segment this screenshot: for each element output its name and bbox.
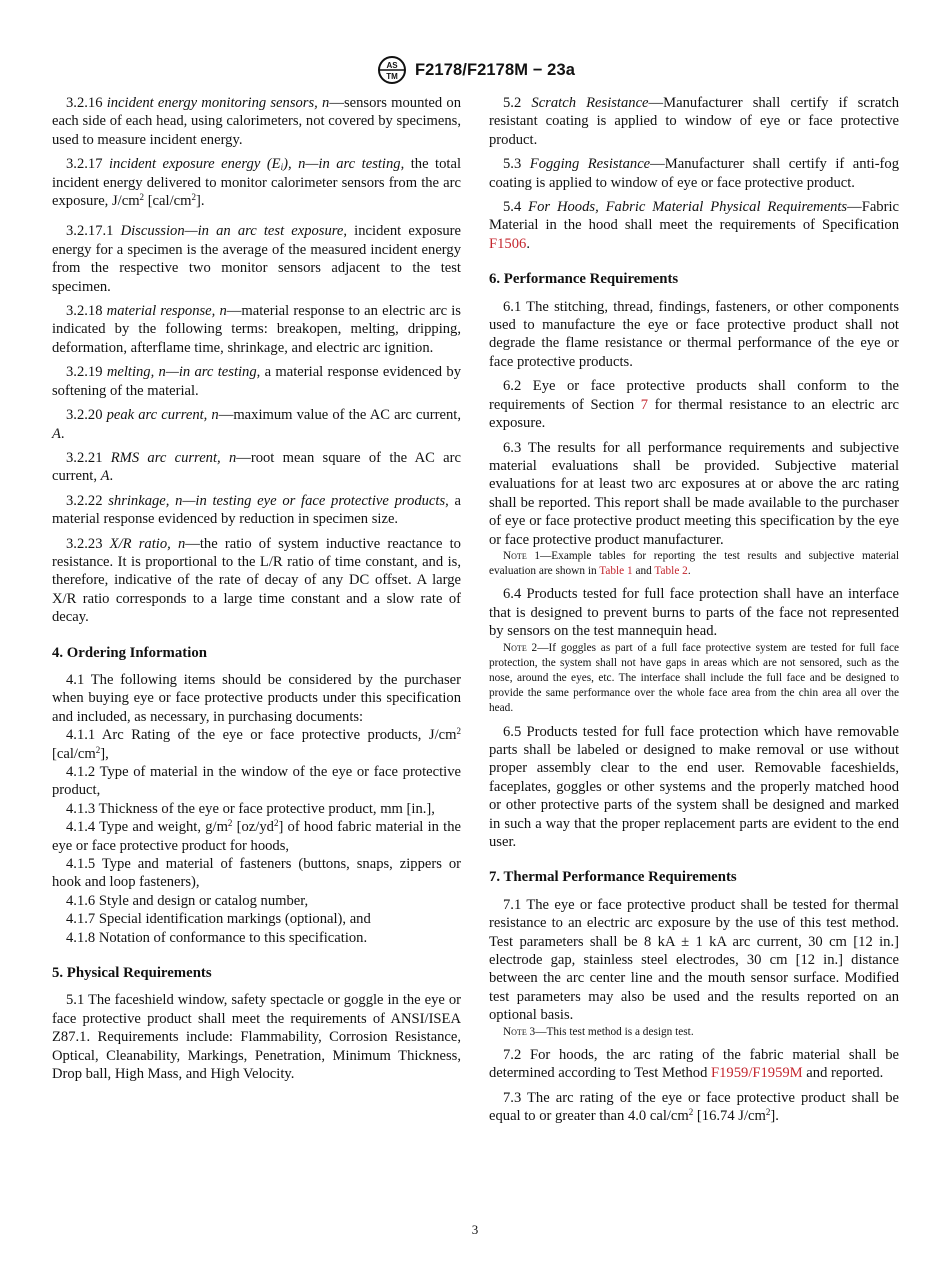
astm-logo-icon (375, 55, 409, 85)
section-7-3: 7.3 The arc rating of the eye or face protective product shall be equal to or greater than 4.0 cal/$cm^2$ [16.74 $J/cm^2$]. (489, 1089, 899, 1125)
section-6-4: 6.4 Products tested for full face protection shall have an interface that is designed to prevent burns to parts of the face not represented by sensors on the test mannequin head. (489, 586, 899, 640)
section-5-3: 5.3 Fogging Resistance—Manufacturer shall certify if anti-fog coating is applied to window of eye or face protective product. (489, 156, 900, 191)
section-6-3: 6.3 The results for all performance requirements and subjective material evaluations shall be provided. Subjective material evaluations for at least two arc exposures at or above the arc rating shall be reported. This report shall be made available to the purchaser of eye or face protective product meeting this specification by the eye or face protective product manufacturer. (489, 439, 899, 548)
note-3: Note 3—This test method is a design test. (503, 1025, 694, 1038)
section-4-1-8: 4.1.8 Notation of conformance to this specification. (66, 929, 368, 946)
section-3-2-16: 3.2.16 incident energy monitoring sensors, n—sensors mounted on each side of each head, using calorimeters, not covered by specimens, used to measure incident energy. (52, 95, 461, 148)
note-1: Note 1—Example tables for reporting the test results and subjective material evaluation are shown in Table 1 and Table 2. (489, 549, 899, 578)
section-4-1-6: 4.1.6 Style and design or catalog number, (66, 892, 309, 909)
section-7-2: 7.2 For hoods, the arc rating of the fabric material shall be determined according to Test Method F1959/F1959M and reported. (489, 1046, 899, 1082)
section-3-2-21: 3.2.21 RMS arc current, n—root mean square of the AC arc current, A. (52, 449, 461, 485)
section-3-2-20: 3.2.20 peak arc current, n—maximum value of the AC arc current, A. (52, 407, 461, 442)
link-f1506[interactable]: F1506 (489, 235, 527, 252)
section-6-2: 6.2 Eye or face protective products shall conform to the requirements of Section 7 for thermal resistance to an electric arc exposure. (489, 378, 899, 432)
section-7-1: 7.1 The eye or face protective product shall be tested for thermal resistance to an electric arc exposure by the use of this test method. Test parameters shall be 8 kA ± 1 kA arc current, 30 cm [12 in.] electrode gap, stainless steel electrodes, 30 cm [12 in.] distance between the arc center line and the mouth sensor surface. Modified test parameters may also be used and the results reported on an optional basis. (489, 896, 899, 1024)
svg-text:TM: TM (386, 72, 398, 81)
section-3-2-18: 3.2.18 material response, n—material response to an electric arc is indicated by the following terms: breakopen, melting, dripping, deformation, afterflame time, shrinkage, and electric arc ignition. (52, 303, 461, 356)
svg-text:AS: AS (386, 61, 398, 70)
right-column (489, 94, 899, 1132)
page-number: 3 (471, 1222, 479, 1237)
section-4-1: 4.1 The following items should be considered by the purchaser when buying eye or face protective products under this specification and included, as necessary, in purchasing documents: (52, 671, 461, 725)
section-3-2-17-1: 3.2.17.1 Discussion—in an arc test exposure, incident exposure energy for a specimen is the average of the measured incident energy from the respective two monitor sensors adjacent to the test specimen. (52, 223, 462, 295)
section-4-1-1: 4.1.1 Arc Rating of the eye or face protective products, $J/cm^2$ $[cal/cm^2]$, (52, 726, 461, 762)
section-4-1-2: 4.1.2 Type of material in the window of the eye or face protective product, (52, 764, 461, 799)
section-3-2-23: 3.2.23 X/R ratio, n—the ratio of system inductive reactance to resistance. It is proportional to the L/R ratio of time constant, and is, therefore, indicative of the rate of decay of any DC offset. A large X/R ratio corresponds to a large time constant and a slow rate of decay. (52, 535, 461, 626)
section-4-1-3: 4.1.3 Thickness of the eye or face protective product, mm [in.], (66, 800, 435, 817)
link-table-1[interactable]: Table 1 (599, 565, 633, 578)
section-6-1: 6.1 The stitching, thread, findings, fasteners, or other components used to manufacture the eye or face protective product shall not degrade the flame resistance or thermal performance of the eye or face protective products. (489, 298, 899, 370)
section-3-2-22: 3.2.22 shrinkage, n—in testing eye or face protective products, a material response evidenced by reduction in specimen size. (52, 492, 461, 528)
heading-ordering-information: 4. Ordering Information (52, 644, 207, 661)
section-4-1-4: 4.1.4 Type and weight, $g/m^2$ $[oz/yd^2]$ of hood fabric material in the eye or face protective product for hoods, (52, 818, 461, 854)
section-5-2: 5.2 Scratch Resistance—Manufacturer shall certify if scratch resistant coating is applied to window of eye or face protective product. (489, 95, 900, 148)
heading-performance-requirements: 6. Performance Requirements (489, 271, 679, 288)
section-4-1-7: 4.1.7 Special identification markings (optional), and (66, 911, 371, 928)
link-section-7[interactable]: 7 (640, 396, 649, 413)
note-2: Note 2—If goggles as part of a full face protective system are tested for full face protection, the system shall not have gaps in areas which are not sensored, such as the nose, around the eyes, etc. The interface shall include the full face and be designed to provide the same performance over the whole face area from the chin area all over the head. (489, 641, 899, 715)
section-3-2-19: 3.2.19 melting, n—in arc testing, a material response evidenced by softening of the material. (52, 364, 461, 399)
section-6-5: 6.5 Products tested for full face protection which have removable parts shall be labeled or designed to make removal or use without proper assembly clear to the end user. Removable faceshields, faceplates, goggles or other systems and the properly matched hood or other protective parts of the system shall be designed and marked in such a way that the proper replacement parts are evident to the end user. (489, 723, 899, 851)
section-5-4: 5.4 For Hoods, Fabric Material Physical Requirements—Fabric Material in the hood shall meet the requirements of Specification F1506. (489, 199, 899, 252)
link-table-2[interactable]: Table 2 (654, 565, 688, 578)
document-designation: F2178/F2178M − 23a (414, 60, 576, 79)
section-3-2-17: 3.2.17 incident exposure energy $(E_i)$, n—in arc testing, the total incident energy delivered to monitor calorimeter sensors from the arc exposure, $J/cm^2$ $[cal/cm^2]$. (52, 156, 461, 210)
left-column (52, 94, 461, 1090)
heading-physical-requirements: 5. Physical Requirements (52, 965, 212, 982)
heading-thermal-performance-requirements: 7. Thermal Performance Requirements (489, 869, 737, 886)
section-4-1-5: 4.1.5 Type and material of fasteners (buttons, snaps, zippers or hook and loop fasteners), (52, 856, 461, 891)
link-f1959[interactable]: F1959/F1959M (711, 1065, 803, 1082)
page-header (0, 54, 950, 86)
section-5-1: 5.1 The faceshield window, safety spectacle or goggle in the eye or face protective product shall meet the requirements of ANSI/ISEA Z87.1. Requirements include: Flammability, Corrosion Resistance, Optical, Cleanability, Markings, Penetration, Minimum Thickness, Drop ball, High Mass, and High Velocity. (52, 992, 461, 1083)
